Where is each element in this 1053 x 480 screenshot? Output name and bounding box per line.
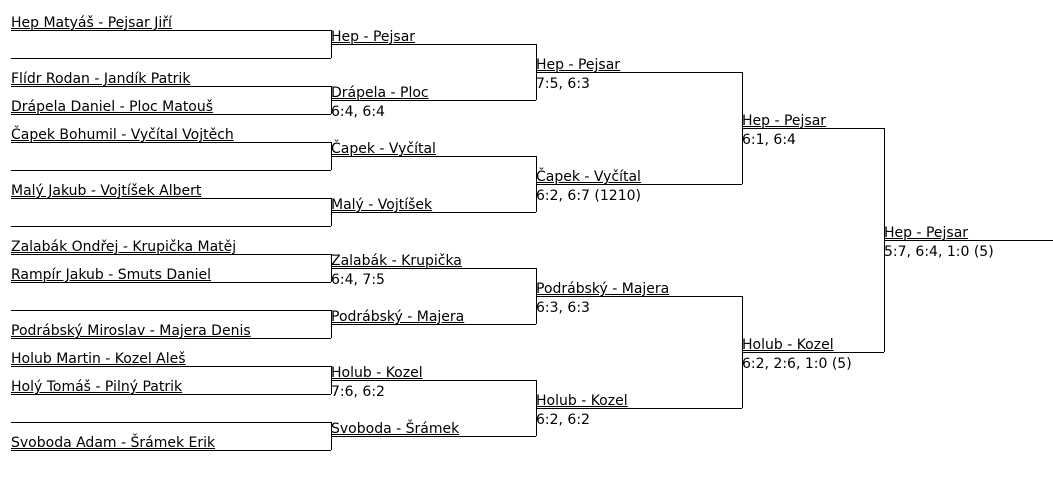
team-name: Holub Martin - Kozel Aleš xyxy=(11,351,186,367)
bracket-connector xyxy=(331,142,332,170)
round1-slot xyxy=(11,58,331,59)
team-name: Podrábský - Majera xyxy=(536,281,670,297)
round1-slot xyxy=(11,422,331,423)
bracket-connector xyxy=(331,310,332,338)
round1-slot xyxy=(11,351,331,367)
round1-slot xyxy=(11,15,331,31)
match-score: 6:2, 2:6, 1:0 (5) xyxy=(742,356,852,372)
round1-slot xyxy=(11,435,331,451)
match-score: 5:7, 6:4, 1:0 (5) xyxy=(884,244,994,260)
round1-slot xyxy=(11,310,331,311)
round2-slot xyxy=(331,309,536,325)
bracket-connector xyxy=(536,44,537,100)
team-name: Malý - Vojtíšek xyxy=(331,197,433,213)
bracket-connector xyxy=(742,72,743,184)
round3-slot xyxy=(536,57,742,92)
round3-slot xyxy=(536,169,742,204)
round1-slot xyxy=(11,170,331,171)
match-score: 7:6, 6:2 xyxy=(331,384,385,400)
round2-slot xyxy=(331,421,536,437)
bracket-connector xyxy=(331,30,332,58)
team-name: Hep - Pejsar xyxy=(742,113,827,129)
match-score: 6:4, 7:5 xyxy=(331,272,385,288)
team-name: Zalabák Ondřej - Krupička Matěj xyxy=(11,239,237,255)
team-name: Holý Tomáš - Pilný Patrik xyxy=(11,379,183,395)
round2-slot xyxy=(331,253,536,288)
team-name: Holub - Kozel xyxy=(331,365,423,381)
bracket-connector xyxy=(331,254,332,282)
round2-slot xyxy=(331,85,536,120)
team-name: Svoboda - Šrámek xyxy=(331,421,460,437)
round3-slot xyxy=(536,281,742,316)
round4-slot xyxy=(742,113,884,148)
match-score: 6:2, 6:2 xyxy=(536,412,590,428)
team-name: Drápela Daniel - Ploc Matouš xyxy=(11,99,214,115)
round3-slot xyxy=(536,393,742,428)
team-name: Hep - Pejsar xyxy=(331,29,416,45)
team-name: Svoboda Adam - Šrámek Erik xyxy=(11,435,216,451)
round2-slot xyxy=(331,29,536,45)
bracket-connector xyxy=(536,380,537,436)
team-name: Drápela - Ploc xyxy=(331,85,429,101)
bracket-connector xyxy=(884,128,885,352)
team-name: Malý Jakub - Vojtíšek Albert xyxy=(11,183,202,199)
round1-slot xyxy=(11,71,331,87)
round4-slot xyxy=(742,337,884,372)
team-name: Čapek Bohumil - Vyčítal Vojtěch xyxy=(11,127,234,143)
round1-slot xyxy=(11,127,331,143)
round1-slot xyxy=(11,267,331,283)
team-name: Hep Matyáš - Pejsar Jiří xyxy=(11,15,172,31)
bracket-connector xyxy=(331,366,332,394)
bracket-connector xyxy=(742,296,743,408)
round1-slot xyxy=(11,323,331,339)
round2-slot xyxy=(331,365,536,400)
team-name: Hep - Pejsar xyxy=(884,225,969,241)
bracket-connector xyxy=(331,422,332,450)
team-name: Rampír Jakub - Smuts Daniel xyxy=(11,267,211,283)
match-score: 6:4, 6:4 xyxy=(331,104,385,120)
team-name: Holub - Kozel xyxy=(742,337,834,353)
team-name: Čapek - Vyčítal xyxy=(536,169,641,185)
team-name: Hep - Pejsar xyxy=(536,57,621,73)
round1-slot xyxy=(11,239,331,255)
team-name: Flídr Rodan - Jandík Patrik xyxy=(11,71,191,87)
team-name: Podrábský Miroslav - Majera Denis xyxy=(11,323,251,339)
round1-slot xyxy=(11,226,331,227)
round2-slot xyxy=(331,197,536,213)
match-score: 7:5, 6:3 xyxy=(536,76,590,92)
round2-slot xyxy=(331,141,536,157)
bracket-connector xyxy=(536,156,537,212)
team-name: Podrábský - Majera xyxy=(331,309,465,325)
team-name: Holub - Kozel xyxy=(536,393,628,409)
round1-slot xyxy=(11,379,331,395)
match-score: 6:2, 6:7 (1210) xyxy=(536,188,641,204)
final-slot xyxy=(884,225,1053,260)
match-score: 6:1, 6:4 xyxy=(742,132,796,148)
bracket-connector xyxy=(536,268,537,324)
bracket-connector xyxy=(331,198,332,226)
team-name: Čapek - Vyčítal xyxy=(331,141,436,157)
bracket-connector xyxy=(331,86,332,114)
match-score: 6:3, 6:3 xyxy=(536,300,590,316)
team-name: Zalabák - Krupička xyxy=(331,253,462,269)
round1-slot xyxy=(11,99,331,115)
round1-slot xyxy=(11,183,331,199)
